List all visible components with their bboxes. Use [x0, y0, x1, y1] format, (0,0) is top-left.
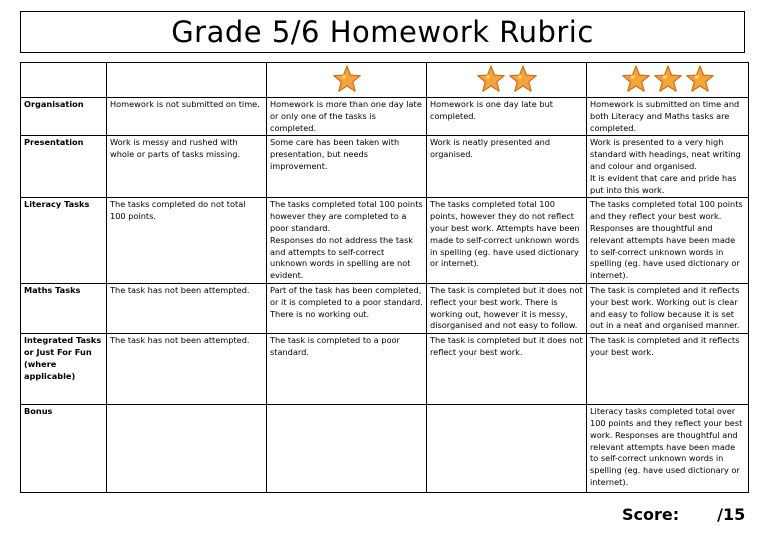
star-icon	[332, 65, 362, 95]
cell-text: Literacy tasks completed total over 100 points and they reflect your best work. Responses are thoughtful and relevant attempts have been made to self-correct unknown words in spelling (eg. have used dictionary or internet).	[590, 406, 743, 487]
rubric-row	[21, 405, 749, 493]
cell-text: The task is completed to a poor standard.	[270, 335, 400, 357]
star-group-0	[107, 63, 266, 97]
cell-text: The task is completed and it reflects your best work.	[590, 335, 740, 357]
rubric-cell	[107, 98, 267, 136]
cell-text: The task is completed but it does not reflect your best work.	[430, 335, 583, 357]
star-group-3	[587, 63, 748, 97]
cell-text: The task has not been attempted.	[110, 284, 250, 295]
criterion-label: Presentation	[21, 136, 107, 198]
star-icon	[508, 65, 538, 95]
header-corner-cell	[21, 63, 107, 98]
score-total: /15	[717, 505, 746, 524]
header-level-0	[107, 63, 267, 98]
star-group-1	[267, 63, 426, 97]
cell-text: Work is messy and rushed with whole or parts of tasks missing.	[110, 137, 241, 160]
star-icon	[653, 65, 683, 95]
cell-text: There is no working out.	[270, 308, 370, 319]
cell-text: The tasks completed total 100 points however they are completed to a poor standard.	[270, 199, 423, 233]
rubric-cell	[107, 283, 267, 333]
cell-text: The task has not been attempted.	[110, 335, 250, 346]
rubric-row	[21, 334, 749, 405]
rubric-row	[21, 198, 749, 284]
cell-text: Responses do not address the task and attempts to self-correct unknown words in spelling are not evident.	[270, 234, 414, 281]
cell-text: The tasks completed total 100 points, however they do not reflect your best work. Attempts have been made to self-correct unknown words in spelling (eg. have used dictionary or internet).	[430, 199, 580, 269]
criterion-label: Organisation	[21, 98, 107, 136]
rubric-cell	[427, 198, 587, 284]
rubric-cell	[427, 98, 587, 136]
cell-text: The task is completed and it reflects your best work. Working out is clear and easy to follow because it is set out in a neat and organised manner.	[590, 284, 740, 331]
cell-text: Homework is more than one day late or only one of the tasks is completed.	[270, 99, 422, 133]
rubric-cell	[267, 136, 427, 198]
rubric-cell	[267, 283, 427, 333]
rubric-row	[21, 98, 749, 136]
cell-text: The tasks completed do not total 100 points.	[110, 199, 246, 222]
header-row	[21, 63, 749, 98]
header-level-2	[427, 63, 587, 98]
cell-text: Work is presented to a very high standard with headings, neat writing and colour and organised.	[590, 137, 741, 171]
rubric-row	[21, 283, 749, 333]
rubric-cell	[107, 198, 267, 284]
criterion-label: Literacy Tasks	[21, 198, 107, 284]
rubric-table	[20, 62, 749, 493]
rubric-cell	[267, 405, 427, 493]
rubric-cell	[587, 405, 749, 493]
star-group-2	[427, 63, 586, 97]
rubric-body	[21, 63, 749, 493]
cell-text: Homework is submitted on time and both Literacy and Maths tasks are completed.	[590, 99, 740, 133]
rubric-row	[21, 136, 749, 198]
criterion-label: Integrated Tasks or Just For Fun (where applicable)	[21, 334, 107, 405]
rubric-cell	[267, 98, 427, 136]
star-icon	[476, 65, 506, 95]
rubric-cell	[107, 405, 267, 493]
rubric-cell	[427, 405, 587, 493]
rubric-cell	[587, 136, 749, 198]
cell-text: Some care has been taken with presentation, but needs improvement.	[270, 137, 400, 171]
cell-text: Homework is not submitted on time.	[110, 99, 260, 109]
cell-text: Work is neatly presented and organised.	[430, 137, 551, 160]
rubric-cell	[587, 334, 749, 405]
criterion-label: Maths Tasks	[21, 283, 107, 333]
rubric-cell	[427, 136, 587, 198]
rubric-cell	[427, 334, 587, 405]
cell-text: It is evident that care and pride has put into this work.	[590, 172, 737, 195]
header-level-3	[587, 63, 749, 98]
score-line	[622, 505, 745, 524]
cell-text: The task is completed but it does not reflect your best work. There is working out, however it is messy, disorganised and not easy to follow.	[430, 284, 583, 331]
page-title: Grade 5/6 Homework Rubric	[171, 15, 594, 49]
rubric-cell	[107, 136, 267, 198]
rubric-cell	[267, 198, 427, 284]
cell-text: The tasks completed total 100 points and they reflect your best work. Responses are thoughtful and relevant attempts have been made to self-correct unknown words in spelling (eg. have used dictionary or internet).	[590, 199, 743, 281]
rubric-cell	[587, 283, 749, 333]
star-icon	[621, 65, 651, 95]
rubric-cell	[587, 198, 749, 284]
cell-text: Homework is one day late but completed.	[430, 99, 553, 121]
rubric-cell	[587, 98, 749, 136]
header-level-1	[267, 63, 427, 98]
criterion-label: Bonus	[21, 405, 107, 493]
score-label: Score:	[622, 505, 680, 524]
rubric-cell	[427, 283, 587, 333]
cell-text: Part of the task has been completed, or it is completed to a poor standard.	[270, 284, 423, 307]
rubric-cell	[267, 334, 427, 405]
rubric-cell	[107, 334, 267, 405]
star-icon	[685, 65, 715, 95]
title-box	[20, 11, 745, 53]
